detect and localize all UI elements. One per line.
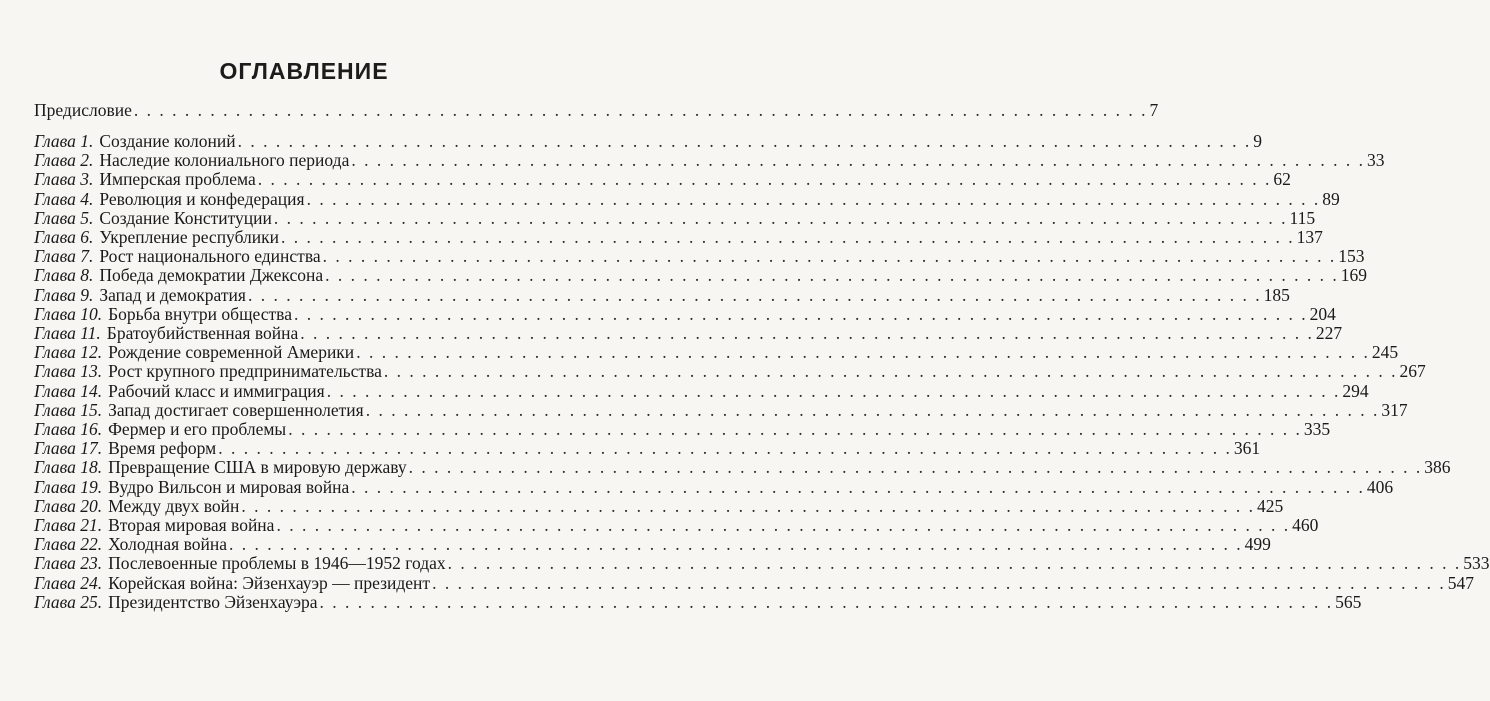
chapter-title: Борьба внутри общества <box>108 303 292 324</box>
chapter-title: Холодная война <box>108 534 227 555</box>
page-number: 425 <box>1257 495 1284 516</box>
preface-label: Предисловие <box>34 100 132 120</box>
chapter-number: Глава 2. <box>34 150 94 171</box>
page-number: 294 <box>1342 380 1369 401</box>
page-number: 267 <box>1399 361 1426 382</box>
dot-leader <box>134 99 1148 121</box>
page-number: 460 <box>1292 515 1319 535</box>
page-number: 185 <box>1263 284 1290 305</box>
page-number: 137 <box>1296 227 1323 247</box>
page-number: 565 <box>1335 591 1362 612</box>
page-number: 335 <box>1303 419 1331 439</box>
page-number: 245 <box>1371 342 1399 363</box>
chapter-title: Братоубийственная война <box>106 323 299 343</box>
toc-entry-preface <box>34 99 1159 121</box>
page-number: 533 <box>1463 553 1490 574</box>
chapter-title: Запад и демократия <box>99 284 246 305</box>
chapter-title: Превращение США в мировую державу <box>108 457 407 478</box>
chapter-number: Глава 18. <box>34 457 103 478</box>
page-number: 317 <box>1381 399 1408 420</box>
chapter-number: Глава 13. <box>34 361 103 382</box>
page-number: 89 <box>1322 188 1340 209</box>
page-number: 406 <box>1366 476 1394 497</box>
chapter-title: Корейская война: Эйзенхауэр — президент <box>108 572 431 593</box>
page-number: 169 <box>1340 265 1367 286</box>
chapter-title: Запад достигает совершеннолетия <box>108 399 364 420</box>
chapter-number: Глава 20. <box>34 495 103 516</box>
dot-leader <box>319 591 1333 613</box>
chapter-title: Фермер и его проблемы <box>108 419 287 439</box>
chapter-title: Укрепление республики <box>99 227 280 247</box>
chapter-number: Глава 14. <box>34 380 103 401</box>
chapter-number: Глава 24. <box>34 572 103 593</box>
page-number: 361 <box>1233 438 1261 459</box>
chapter-title: Время реформ <box>108 438 217 459</box>
chapter-title: Послевоенные проблемы в 1946—1952 годах <box>108 553 446 574</box>
chapter-number: Глава 3. <box>34 169 94 190</box>
page-number: 7 <box>1149 100 1159 120</box>
chapter-title: Рождение современной Америки <box>108 342 355 363</box>
page-number: 62 <box>1273 169 1291 190</box>
chapter-title: Наследие колониального периода <box>99 150 350 171</box>
chapter-number: Глава 5. <box>34 207 94 228</box>
chapter-number: Глава 17. <box>34 438 103 459</box>
chapter-number: Глава 22. <box>34 534 103 555</box>
page-number: 547 <box>1447 572 1474 593</box>
chapter-title: Имперская проблема <box>99 169 256 190</box>
chapter-title: Создание Конституции <box>99 207 272 228</box>
chapter-number: Глава 15. <box>34 399 103 420</box>
page-number: 9 <box>1253 131 1263 151</box>
chapter-title: Вудро Вильсон и мировая война <box>108 476 350 497</box>
chapter-number: Глава 10. <box>34 303 103 324</box>
toc-entry <box>34 591 1362 613</box>
chapter-title: Между двух войн <box>108 495 240 516</box>
page-number: 153 <box>1338 246 1365 267</box>
chapter-title: Рост крупного предпринимательства <box>108 361 382 382</box>
chapter-title: Рабочий класс и иммиграция <box>108 380 325 401</box>
chapter-title: Революция и конфедерация <box>99 188 305 209</box>
chapter-number: Глава 7. <box>34 246 94 267</box>
toc-title: ОГЛАВЛЕНИЕ <box>219 58 389 84</box>
chapter-number: Глава 23. <box>34 553 103 574</box>
chapter-number: Глава 19. <box>34 476 103 497</box>
chapter-title: Вторая мировая война <box>108 515 275 535</box>
chapter-number: Глава 6. <box>34 227 94 247</box>
chapter-number: Глава 12. <box>34 342 103 363</box>
chapter-number: Глава 11. <box>34 323 101 343</box>
chapter-number: Глава 25. <box>34 591 103 612</box>
chapter-number: Глава 1. <box>34 131 94 151</box>
chapter-title: Создание колоний <box>99 131 236 151</box>
chapter-title: Рост национального единства <box>99 246 321 267</box>
chapter-number: Глава 9. <box>34 284 94 305</box>
chapter-number: Глава 8. <box>34 265 94 286</box>
chapter-number: Глава 16. <box>34 419 103 439</box>
page-number: 115 <box>1289 207 1316 228</box>
chapter-number: Глава 21. <box>34 515 103 535</box>
page-number: 204 <box>1309 303 1336 324</box>
chapter-number: Глава 4. <box>34 188 94 209</box>
chapter-title: Президентство Эйзенхауэра <box>108 591 318 612</box>
chapter-title: Победа демократии Джексона <box>99 265 324 286</box>
page-number: 227 <box>1315 323 1343 343</box>
page-number: 386 <box>1424 457 1451 478</box>
page-number: 499 <box>1244 534 1271 555</box>
page-number: 33 <box>1366 150 1385 171</box>
